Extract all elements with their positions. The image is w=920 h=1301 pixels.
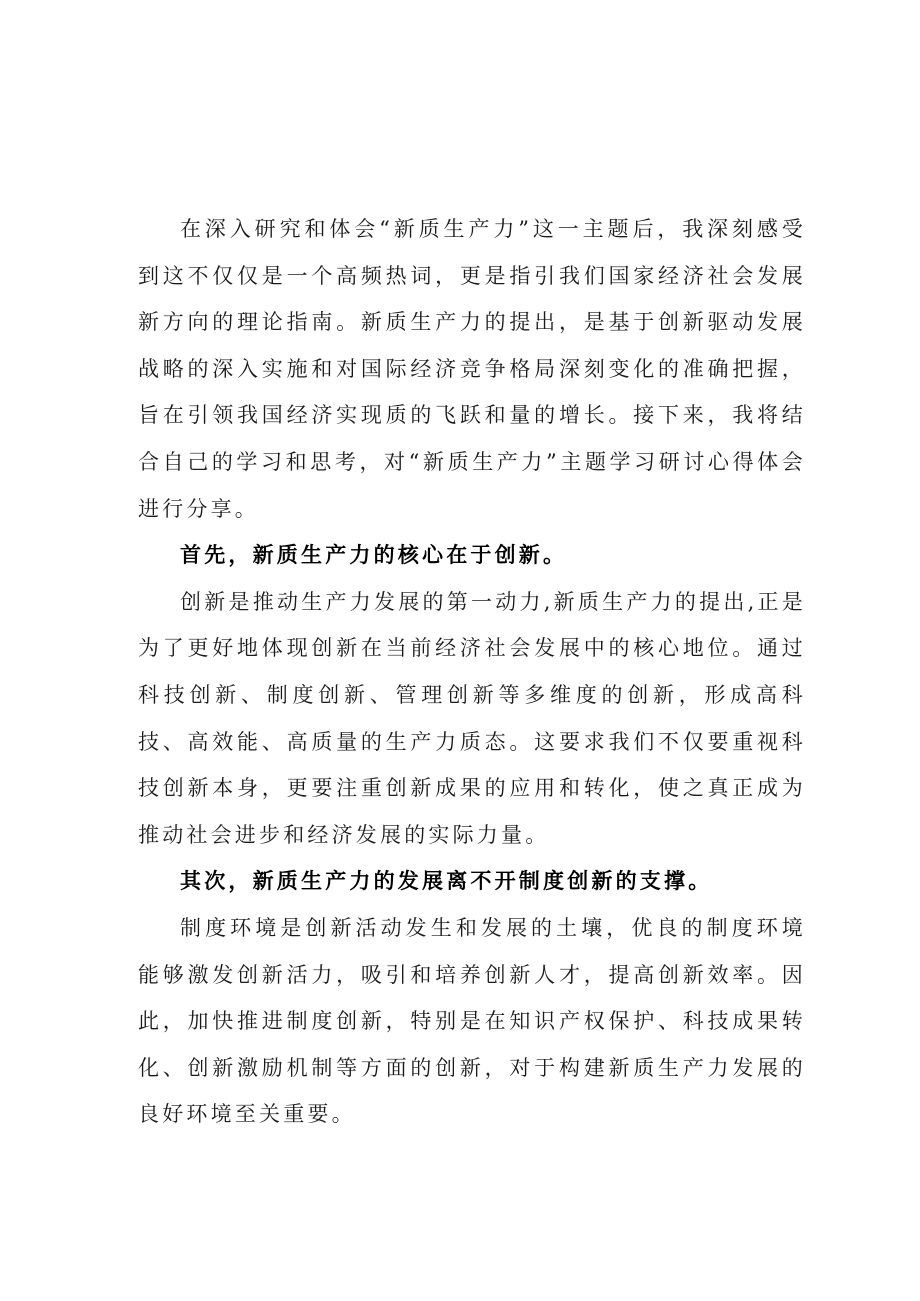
section-heading-innovation-core: 首先，新质生产力的核心在于创新。 [180,542,568,568]
intro-paragraph: 在深入研究和体会“新质生产力”这一主题后，我深刻感受到这不仅仅是一个高频热词，更是指引我们国家经济社会发展新方向的理论指南。新质生产力的提出，是基于创新驱动发展战略的深入实施和对国际经济竞争格局深刻变化的准确把握，旨在引领我国经济实现质的飞跃和量的增长。接下来，我将结合自己的学习和思考，对“新质生产力”主题学习研讨心得体会进行分享。 [138,217,806,521]
document-body [138,206,806,1138]
institutional-innovation-paragraph: 制度环境是创新活动发生和发展的土壤，优良的制度环境能够激发创新活力，吸引和培养创新人才，提高创新效率。因此，加快推进制度创新，特别是在知识产权保护、科技成果转化、创新激励机制等方面的创新，对于构建新质生产力发展的良好环境至关重要。 [138,915,806,1127]
innovation-core-paragraph: 创新是推动生产力发展的第一动力,新质生产力的提出,正是为了更好地体现创新在当前经济社会发展中的核心地位。通过科技创新、制度创新、管理创新等多维度的创新，形成高科技、高效能、高质量的生产力质态。这要求我们不仅要重视科技创新本身，更要注重创新成果的应用和转化，使之真正成为推动社会进步和经济发展的实际力量。 [138,589,806,847]
section-heading-institutional-innovation: 其次，新质生产力的发展离不开制度创新的支撑。 [180,868,713,894]
